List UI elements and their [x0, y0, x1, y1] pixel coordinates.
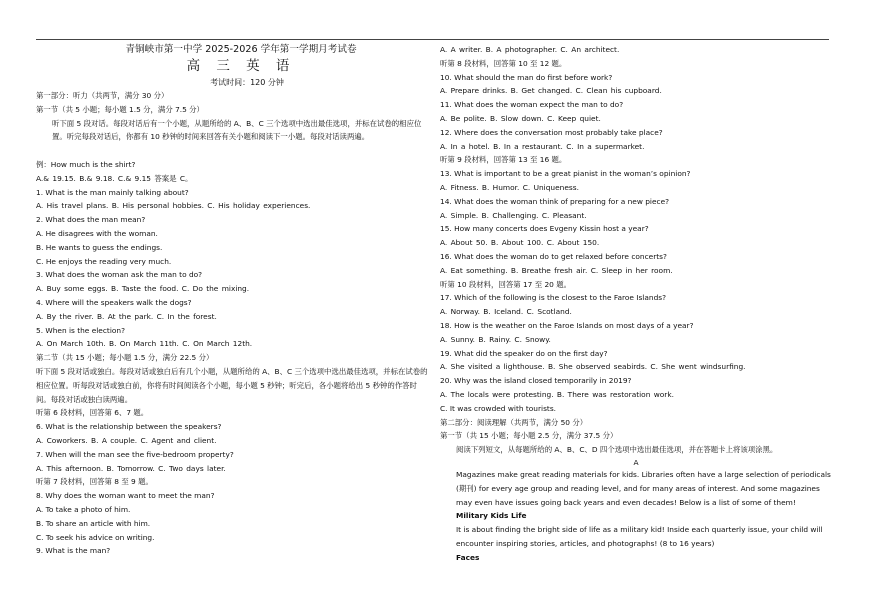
section-heading: 第二部分：阅读理解（共两节，满分 50 分）: [440, 417, 588, 427]
option: A. He disagrees with the woman.: [36, 228, 158, 238]
question: 9. What is the man?: [36, 546, 111, 556]
material-note: 听第 6 段材料，回答第 6、7 题。: [36, 408, 149, 418]
option: B. He wants to guess the endings.: [36, 242, 163, 252]
question: 3. What does the woman ask the man to do?: [36, 270, 203, 280]
options: A. Simple. B. Challenging. C. Pleasant.: [440, 210, 587, 220]
options: A. By the river. B. At the park. C. In the forest.: [36, 311, 217, 321]
material-note: 听第 7 段材料，回答第 8 至 9 题。: [36, 477, 153, 487]
question: 13. What is important to be a great pianist in the woman’s opinion?: [440, 169, 691, 179]
options: A. Be polite. B. Slow down. C. Keep quiet.: [440, 113, 601, 123]
option: B. To share an article with him.: [36, 518, 151, 528]
options: A. She visited a lighthouse. B. She observed seabirds. C. She went windsurfing.: [440, 362, 746, 372]
question: 14. What does the woman think of preparing for a new piece?: [440, 196, 670, 206]
options: A. About 50. B. About 100. C. About 150.: [440, 238, 600, 248]
left-column: [36, 43, 428, 558]
options: A. This afternoon. B. Tomorrow. C. Two days later.: [36, 463, 226, 473]
options: A. A writer. B. A photographer. C. An architect.: [440, 45, 620, 54]
right-column: [440, 43, 832, 564]
options: A. Sunny. B. Rainy. C. Snowy.: [440, 334, 551, 344]
question: 10. What should the man do first before work?: [440, 72, 613, 82]
material-note: 听第 9 段材料，回答第 13 至 16 题。: [440, 155, 567, 165]
question: 6. What is the relationship between the speakers?: [36, 422, 222, 432]
option: C. To seek his advice on writing.: [36, 532, 155, 542]
options: A. Fitness. B. Humor. C. Uniqueness.: [440, 182, 579, 192]
reading-instructions: 阅读下列短文，从每题所给的 A、B、C、D 四个选项中选出最佳选项，并在答题卡上将该项涂黑。: [456, 445, 778, 455]
options: A. Eat something. B. Breathe fresh air. C. Sleep in her room.: [440, 265, 673, 275]
material-note: 听第 8 段材料，回答第 10 至 12 题。: [440, 58, 567, 68]
options: A. The locals were protesting. B. There was restoration work.: [440, 389, 674, 399]
passage-paragraph: It is about finding the bright side of life as a military kid! Inside each quarterly issue, your child will encounter inspiring stories, articles, and photographs! (8 to 16 years): [456, 525, 823, 548]
option: C. He enjoys the reading very much.: [36, 256, 172, 266]
example-question: 例：How much is the shirt?: [36, 159, 136, 169]
section-subheading: 第一节（共 15 小题；每小题 2.5 分，满分 37.5 分）: [440, 431, 618, 441]
options: A. On March 10th. B. On March 11th. C. On March 12th.: [36, 339, 253, 349]
section-subheading: 第二节（共 15 小题；每小题 1.5 分，满分 22.5 分）: [36, 353, 214, 363]
magazine-title: Military Kids Life: [456, 511, 527, 521]
question: 7. When will the man see the five-bedroom property?: [36, 449, 234, 459]
question: 19. What did the speaker do on the first day?: [440, 348, 608, 358]
header-rule: [36, 39, 829, 40]
question: 5. When is the election?: [36, 325, 125, 335]
passage-letter: A: [633, 457, 639, 467]
exam-title: 青铜峡市第一中学 2025-2026 学年第一学期月考试卷: [125, 44, 357, 55]
options: A. His travel plans. B. His personal hobbies. C. His holiday experiences.: [36, 201, 311, 211]
material-note: 听第 10 段材料，回答第 17 至 20 题。: [440, 279, 571, 289]
question: 8. Why does the woman want to meet the man?: [36, 491, 215, 501]
magazine-title: Faces: [456, 552, 480, 562]
question: 2. What does the man mean?: [36, 215, 146, 225]
passage-paragraph: Magazines make great reading materials for kids. Libraries often have a large selection of periodicals (期刊) for every age group and reading level, and for many areas of interest. And some magazines may even have issues going back years and even decades! Below is a list of some of them!: [456, 469, 831, 507]
options: A. Buy some eggs. B. Taste the food. C. Do the mixing.: [36, 284, 250, 294]
question: 1. What is the man mainly talking about?: [36, 187, 189, 197]
options: A. In a hotel. B. In a restaurant. C. In a supermarket.: [440, 141, 645, 151]
options: A. Prepare drinks. B. Get changed. C. Clean his cupboard.: [440, 86, 662, 96]
example-options: A.& 19.15. B.& 9.18. C.& 9.15 答案是 C。: [36, 173, 193, 183]
question: 12. Where does the conversation most probably take place?: [440, 127, 663, 137]
question: 11. What does the woman expect the man to do?: [440, 100, 624, 110]
exam-time: 考试时间：120 分钟: [210, 78, 284, 87]
subject-title: 高 三 英 语: [186, 58, 296, 74]
question: 4. Where will the speakers walk the dogs?: [36, 297, 192, 307]
question: 16. What does the woman do to get relaxed before concerts?: [440, 251, 667, 261]
option: C. It was crowded with tourists.: [440, 403, 557, 413]
question: 20. Why was the island closed temporarily in 2019?: [440, 376, 632, 386]
instructions-paragraph: 听下面 5 段对话或独白。每段对话或独白后有几个小题，从题所给的 A、B、C 三个选项中选出最佳选项，并标在试卷的相应位置。听每段对话或独白前，你将有时间阅读各个小题，每小题 5 秒钟；听完后，各小题将给出 5 秒钟的作答时间。每段对话或独白读两遍。: [36, 366, 428, 404]
options: A. Norway. B. Iceland. C. Scotland.: [440, 307, 572, 317]
section-subheading: 第一节（共 5 小题；每小题 1.5 分，满分 7.5 分）: [36, 104, 204, 114]
options: A. Coworkers. B. A couple. C. Agent and client.: [36, 435, 217, 445]
option: A. To take a photo of him.: [36, 504, 131, 514]
section-heading: 第一部分：听力（共两节，满分 30 分）: [36, 91, 169, 100]
instructions-paragraph: 听下面 5 段对话。每段对话后有一个小题，从题所给的 A、B、C 三个选项中选出最佳选项，并标在试卷的相应位置。听完每段对话后，你都有 10 秒钟的时间来回答有关小题和阅读下一小题。每段对话读两遍。: [52, 118, 422, 142]
question: 17. Which of the following is the closest to the Faroe Islands?: [440, 293, 667, 303]
question: 18. How is the weather on the Faroe Islands on most days of a year?: [440, 320, 694, 330]
question: 15. How many concerts does Evgeny Kissin host a year?: [440, 224, 649, 234]
